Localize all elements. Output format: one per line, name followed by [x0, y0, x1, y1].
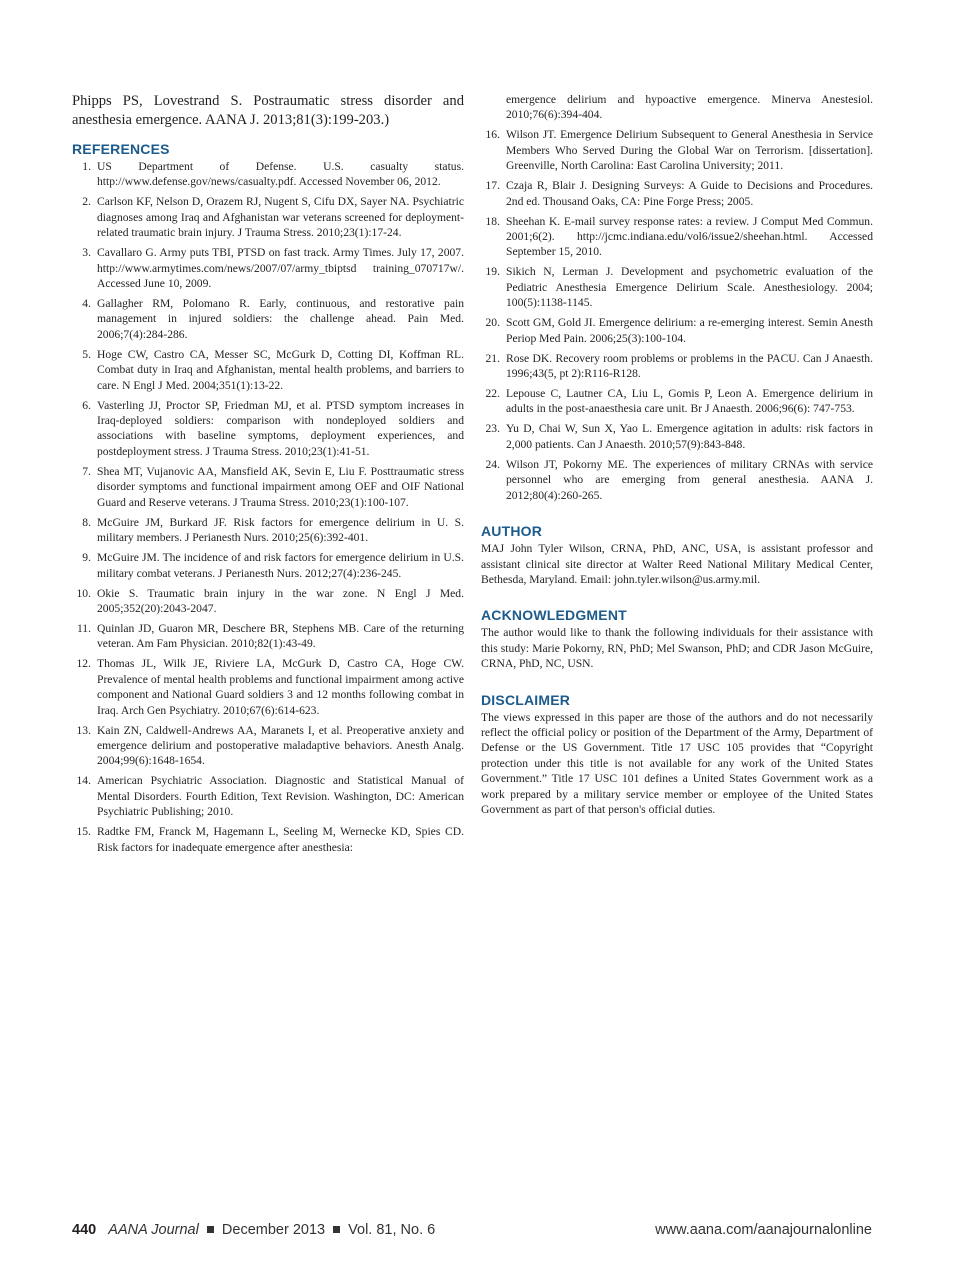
reference-item [481, 264, 873, 310]
reference-number: 2. [82, 195, 91, 209]
reference-item [72, 398, 464, 460]
reference-text: Thomas JL, Wilk JE, Riviere LA, McGurk D, Castro CA, Hoge CW. Prevalence of mental health problems and functional impairment among active component and National Guard soldiers 3 and 12 months following combat in Iraq. Arch Gen Psychiatry. 2010;67(6):614-623. [97, 657, 464, 717]
reference-15-continuation: emergence delirium and hypoactive emergence. Minerva Anestesiol. 2010;76(6):394-404. [506, 93, 873, 122]
reference-number: 14. [76, 774, 91, 788]
reference-item [72, 723, 464, 769]
reference-text: Radtke FM, Franck M, Hagemann L, Seeling M, Wernecke KD, Spies CD. Risk factors for inadequate emergence after anesthesia: [97, 825, 464, 854]
reference-number: 24. [485, 457, 500, 471]
reference-text: McGuire JM. The incidence of and risk factors for emergence delirium in U.S. military combat veterans. J Perianesth Nurs. 2012;27(4):236-245. [97, 551, 464, 580]
reference-number: 18. [485, 214, 500, 228]
disclaimer-heading: DISCLAIMER [481, 691, 571, 708]
reference-text: Hoge CW, Castro CA, Messer SC, McGurk D, Cotting DI, Koffman RL. Combat duty in Iraq and Afghanistan, mental health problems, and barriers to care. N Engl J Med. 2004;351(1):13-22. [97, 347, 464, 392]
reference-number: 10. [76, 586, 91, 600]
reference-item [481, 127, 873, 173]
reference-item [72, 586, 464, 617]
reference-text: American Psychiatric Association. Diagnostic and Statistical Manual of Mental Disorders. Fourth Edition, Text Revision. Washington, DC: American Psychiatric Publishing; 2010. [97, 774, 464, 819]
citation-note: Phipps PS, Lovestrand S. Postraumatic stress disorder and anesthesia emergence. AANA J. 2013;81(3):199-203.) [72, 93, 464, 128]
acknowledgment-heading: ACKNOWLEDGMENT [481, 607, 627, 624]
reference-number: 20. [485, 316, 500, 330]
right-column [481, 92, 873, 817]
reference-item [72, 159, 464, 190]
page-footer [72, 1222, 872, 1242]
issue-date: December 2013 [221, 1222, 326, 1238]
reference-item [72, 245, 464, 291]
reference-number: 3. [82, 246, 91, 260]
references-list-continued [481, 127, 873, 503]
reference-item [481, 351, 873, 382]
reference-item [72, 464, 464, 510]
reference-item [481, 457, 873, 503]
author-heading: AUTHOR [481, 523, 543, 540]
separator-square-icon [207, 1226, 214, 1233]
reference-item [481, 178, 873, 209]
reference-item [72, 621, 464, 652]
reference-item [72, 773, 464, 819]
reference-number: 17. [485, 179, 500, 193]
disclaimer-text: The views expressed in this paper are those of the authors and do not necessarily reflect the official policy or position of the Department of the Army, Department of Defense or the US Government. Title 17 USC 105 provides that “Copyright protection under this title is not available for any work of the United States Government.” Title 17 USC 101 defines a United States Government work as a work prepared by a military service member or employee of the United States Government as part of that person's official duties. [481, 710, 873, 816]
reference-number: 12. [76, 657, 91, 671]
reference-item [72, 347, 464, 393]
reference-number: 16. [485, 128, 500, 142]
reference-number: 22. [485, 387, 500, 401]
reference-text: Gallagher RM, Polomano R. Early, continuous, and restorative pain management in injured soldiers: the challenge ahead. Pain Med. 2006;7(4):284-286. [97, 297, 464, 341]
reference-text: Carlson KF, Nelson D, Orazem RJ, Nugent S, Cifu DX, Sayer NA. Psychiatric diagnoses among Iraq and Afghanistan war veterans screened for deployment-related traumatic brain injury. J Trauma Stress. 2010;23(1):17-24. [97, 195, 464, 240]
reference-number: 15. [76, 825, 91, 839]
reference-text: Wilson JT, Pokorny ME. The experiences of military CRNAs with service personnel who are emerging from general anesthesia. AANA J. 2012;80(4):260-265. [506, 457, 873, 502]
reference-number: 21. [485, 351, 500, 365]
reference-text: Kain ZN, Caldwell-Andrews AA, Maranets I, et al. Preoperative anxiety and emergence delirium and postoperative maladaptive behaviors. Anesth Analg. 2004;99(6):1648-1654. [97, 723, 464, 768]
reference-text: Shea MT, Vujanovic AA, Mansfield AK, Sevin E, Liu F. Posttraumatic stress disorder symptoms and functional impairment among OEF and OIF National Guard and Reserve veterans. J Trauma Stress. 2010;23(1):100-107. [97, 464, 464, 509]
reference-number: 5. [82, 347, 91, 361]
reference-item [72, 296, 464, 342]
reference-number: 23. [485, 422, 500, 436]
reference-item [481, 214, 873, 260]
reference-number: 9. [82, 551, 91, 565]
reference-item [72, 656, 464, 718]
reference-item [72, 194, 464, 240]
reference-item [481, 421, 873, 452]
journal-url-link[interactable]: www.aana.com/aanajournalonline [655, 1222, 872, 1238]
reference-number: 11. [76, 621, 91, 635]
reference-text: Sheehan K. E-mail survey response rates: a review. J Comput Med Commun. 2001;6(2). http://jcmc.indiana.edu/vol6/issue2/sheehan.html. Accessed September 15, 2010. [506, 214, 873, 259]
reference-item [481, 386, 873, 417]
reference-text: Scott GM, Gold JI. Emergence delirium: a re-emerging interest. Semin Anesth Periop Med Pain. 2006;25(3):100-104. [506, 316, 873, 345]
reference-text: US Department of Defense. U.S. casualty status. http://www.defense.gov/news/casualty.pdf. Accessed November 06, 2012. [97, 160, 464, 189]
reference-text: Vasterling JJ, Proctor SP, Friedman MJ, et al. PTSD symptom increases in Iraq-deployed soldiers: comparison with nondeployed soldiers and associations with baseline symptoms, deployment experiences, and postdeployment stress. J Trauma Stress. 2010;23(1):41-51. [97, 398, 464, 458]
reference-item [481, 315, 873, 346]
reference-number: 19. [485, 265, 500, 279]
reference-number: 6. [82, 398, 91, 412]
reference-text: Czaja R, Blair J. Designing Surveys: A Guide to Decisions and Procedures. 2nd ed. Thousand Oaks, CA: Pine Forge Press; 2005. [506, 179, 873, 208]
reference-number: 4. [82, 297, 91, 311]
reference-text: Lepouse C, Lautner CA, Liu L, Gomis P, Leon A. Emergence delirium in adults in the post-anaesthesia care unit. Br J Anaesth. 2006;96(6): 747-753. [506, 387, 873, 416]
reference-text: Wilson JT. Emergence Delirium Subsequent to General Anesthesia in Service Members Who Served During the Global War on Terrorism. [dissertation]. Greenville, North Carolina: East Carolina University; 2011. [506, 128, 873, 173]
reference-number: 7. [82, 464, 91, 478]
reference-number: 1. [82, 160, 91, 173]
reference-item [72, 550, 464, 581]
reference-number: 13. [76, 723, 91, 737]
references-heading: REFERENCES [72, 141, 170, 157]
reference-text: Quinlan JD, Guaron MR, Deschere BR, Stephens MB. Care of the returning veteran. Am Fam Physician. 2010;82(1):43-49. [97, 621, 464, 651]
author-text: MAJ John Tyler Wilson, CRNA, PhD, ANC, USA, is assistant professor and assistant clinical site director at Walter Reed National Military Medical Center, Bethesda, Maryland. Email: john.tyler.wilson@us.army.mil. [481, 542, 873, 586]
reference-item [72, 824, 464, 855]
separator-square-icon [333, 1226, 340, 1233]
reference-item [72, 515, 464, 546]
page-number: 440 [72, 1222, 97, 1238]
reference-text: Rose DK. Recovery room problems or problems in the PACU. Can J Anaesth. 1996;43(5, pt 2):R116-R128. [506, 351, 873, 381]
acknowledgment-text: The author would like to thank the following individuals for their assistance with this study: Marie Pokorny, RN, PhD; Mel Swanson, PhD; and CDR Jason McGuire, CRNA, PhD, NC, USN. [481, 626, 873, 671]
reference-text: McGuire JM, Burkard JF. Risk factors for emergence delirium in U. S. military members. J Perianesth Nurs. 2010;25(6):392-401. [97, 515, 464, 545]
reference-text: Cavallaro G. Army puts TBI, PTSD on fast track. Army Times. July 17, 2007. http://www.armytimes.com/news/2007/07/army_tbiptsd training_070717w/. Accessed June 10, 2009. [97, 246, 464, 291]
reference-number: 8. [82, 515, 91, 529]
left-column [72, 92, 464, 860]
volume-issue: Vol. 81, No. 6 [348, 1222, 436, 1238]
journal-name: AANA Journal [108, 1222, 199, 1238]
reference-text: Yu D, Chai W, Sun X, Yao L. Emergence agitation in adults: risk factors in 2,000 patients. Can J Anaesth. 2010;57(9):843-848. [506, 422, 873, 451]
references-list [72, 159, 464, 855]
reference-text: Okie S. Traumatic brain injury in the war zone. N Engl J Med. 2005;352(20):2043-2047. [97, 586, 464, 615]
reference-text: Sikich N, Lerman J. Development and psychometric evaluation of the Pediatric Anesthesia Emergence Delirium Scale. Anesthesiology. 2004; 100(5):1138-1145. [506, 265, 873, 310]
